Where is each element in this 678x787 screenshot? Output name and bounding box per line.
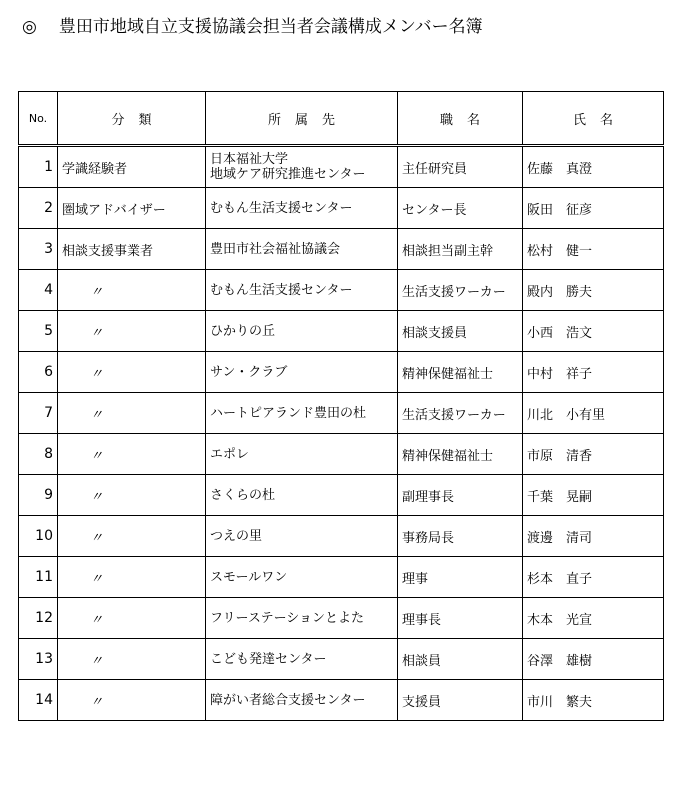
row-position: 主任研究員 bbox=[398, 146, 523, 188]
affiliation-line: 地域ケア研究推進センター bbox=[210, 167, 366, 182]
row-number: 6 bbox=[19, 352, 58, 393]
table-row bbox=[19, 393, 664, 434]
row-category: 学識経験者 bbox=[58, 146, 206, 188]
row-affiliation bbox=[206, 475, 398, 516]
double-circle-icon: ◎ bbox=[22, 17, 37, 37]
row-number: 11 bbox=[19, 557, 58, 598]
table-row bbox=[19, 229, 664, 270]
row-name: 市原 清香 bbox=[523, 434, 664, 475]
row-affiliation bbox=[206, 680, 398, 721]
row-name: 千葉 晃嗣 bbox=[523, 475, 664, 516]
row-position: 理事長 bbox=[398, 598, 523, 639]
row-position: 相談支援員 bbox=[398, 311, 523, 352]
row-category: 〃 bbox=[58, 434, 206, 475]
row-number: 9 bbox=[19, 475, 58, 516]
row-category: 〃 bbox=[58, 311, 206, 352]
row-name: 佐藤 真澄 bbox=[523, 146, 664, 188]
row-category: 〃 bbox=[58, 598, 206, 639]
row-name: 川北 小有里 bbox=[523, 393, 664, 434]
row-category: 相談支援事業者 bbox=[58, 229, 206, 270]
affiliation-line: むもん生活支援センター bbox=[210, 200, 353, 216]
row-position: 相談員 bbox=[398, 639, 523, 680]
table-row bbox=[19, 680, 664, 721]
row-name: 松村 健一 bbox=[523, 229, 664, 270]
header-category: 分類 bbox=[58, 92, 206, 146]
row-category: 〃 bbox=[58, 352, 206, 393]
page-title-text: 豊田市地域自立支援協議会担当者会議構成メンバー名簿 bbox=[58, 17, 483, 37]
table-row bbox=[19, 352, 664, 393]
row-number: 13 bbox=[19, 639, 58, 680]
row-affiliation bbox=[206, 516, 398, 557]
header-position: 職名 bbox=[398, 92, 523, 146]
page-title bbox=[22, 12, 483, 42]
row-category: 〃 bbox=[58, 639, 206, 680]
row-name: 渡邊 清司 bbox=[523, 516, 664, 557]
table-row bbox=[19, 639, 664, 680]
header-no: No. bbox=[19, 92, 58, 146]
row-number: 14 bbox=[19, 680, 58, 721]
header-name: 氏名 bbox=[523, 92, 664, 146]
row-number: 5 bbox=[19, 311, 58, 352]
row-affiliation bbox=[206, 434, 398, 475]
affiliation-line: フリーステーションとよた bbox=[210, 610, 365, 626]
row-position: センター長 bbox=[398, 188, 523, 229]
row-name: 阪田 征彦 bbox=[523, 188, 664, 229]
row-position: 副理事長 bbox=[398, 475, 523, 516]
row-number: 12 bbox=[19, 598, 58, 639]
row-position: 支援員 bbox=[398, 680, 523, 721]
row-number: 10 bbox=[19, 516, 58, 557]
row-name: 小西 浩文 bbox=[523, 311, 664, 352]
row-name: 谷澤 雄樹 bbox=[523, 639, 664, 680]
row-number: 8 bbox=[19, 434, 58, 475]
row-name: 中村 祥子 bbox=[523, 352, 664, 393]
table-row bbox=[19, 434, 664, 475]
table-row bbox=[19, 311, 664, 352]
table-row bbox=[19, 146, 664, 188]
row-affiliation bbox=[206, 188, 398, 229]
row-affiliation bbox=[206, 598, 398, 639]
row-affiliation bbox=[206, 639, 398, 680]
row-position: 生活支援ワーカー bbox=[398, 270, 523, 311]
affiliation-line: 障がい者総合支援センター bbox=[210, 692, 366, 708]
row-category: 〃 bbox=[58, 557, 206, 598]
row-name: 杉本 直子 bbox=[523, 557, 664, 598]
row-category: 〃 bbox=[58, 516, 206, 557]
row-name: 市川 繁夫 bbox=[523, 680, 664, 721]
affiliation-line: ひかりの丘 bbox=[210, 323, 276, 339]
row-number: 7 bbox=[19, 393, 58, 434]
row-affiliation bbox=[206, 229, 398, 270]
row-position: 事務局長 bbox=[398, 516, 523, 557]
affiliation-line: スモールワン bbox=[210, 569, 288, 585]
affiliation-line: つえの里 bbox=[210, 528, 263, 544]
affiliation-line: こども発達センター bbox=[210, 651, 327, 667]
row-category: 〃 bbox=[58, 393, 206, 434]
table-row bbox=[19, 188, 664, 229]
row-category: 圏域アドバイザー bbox=[58, 188, 206, 229]
header-affiliation: 所属先 bbox=[206, 92, 398, 146]
row-position: 精神保健福祉士 bbox=[398, 434, 523, 475]
affiliation-line: むもん生活支援センター bbox=[210, 282, 353, 298]
row-name: 殿内 勝夫 bbox=[523, 270, 664, 311]
row-affiliation bbox=[206, 393, 398, 434]
row-affiliation bbox=[206, 146, 398, 188]
row-name: 木本 光宣 bbox=[523, 598, 664, 639]
affiliation-line: 日本福祉大学 bbox=[210, 152, 289, 167]
row-affiliation bbox=[206, 352, 398, 393]
table-row bbox=[19, 516, 664, 557]
affiliation-line: エポレ bbox=[210, 446, 250, 462]
row-affiliation bbox=[206, 311, 398, 352]
row-category: 〃 bbox=[58, 475, 206, 516]
row-affiliation bbox=[206, 557, 398, 598]
table-row bbox=[19, 270, 664, 311]
table-header-row bbox=[19, 92, 664, 146]
affiliation-line: 豊田市社会福祉協議会 bbox=[210, 241, 341, 257]
row-position: 理事 bbox=[398, 557, 523, 598]
table-body bbox=[19, 146, 664, 721]
row-category: 〃 bbox=[58, 680, 206, 721]
row-number: 3 bbox=[19, 229, 58, 270]
affiliation-line: ハートピアランド豊田の杜 bbox=[210, 405, 367, 421]
affiliation-line: サン・クラブ bbox=[210, 364, 288, 380]
affiliation-line: さくらの杜 bbox=[210, 487, 276, 503]
row-number: 1 bbox=[19, 146, 58, 188]
row-affiliation bbox=[206, 270, 398, 311]
row-number: 4 bbox=[19, 270, 58, 311]
row-position: 生活支援ワーカー bbox=[398, 393, 523, 434]
row-category: 〃 bbox=[58, 270, 206, 311]
row-position: 相談担当副主幹 bbox=[398, 229, 523, 270]
table-row bbox=[19, 557, 664, 598]
row-number: 2 bbox=[19, 188, 58, 229]
member-roster-table bbox=[18, 91, 664, 721]
table-row bbox=[19, 475, 664, 516]
table-row bbox=[19, 598, 664, 639]
row-position: 精神保健福祉士 bbox=[398, 352, 523, 393]
